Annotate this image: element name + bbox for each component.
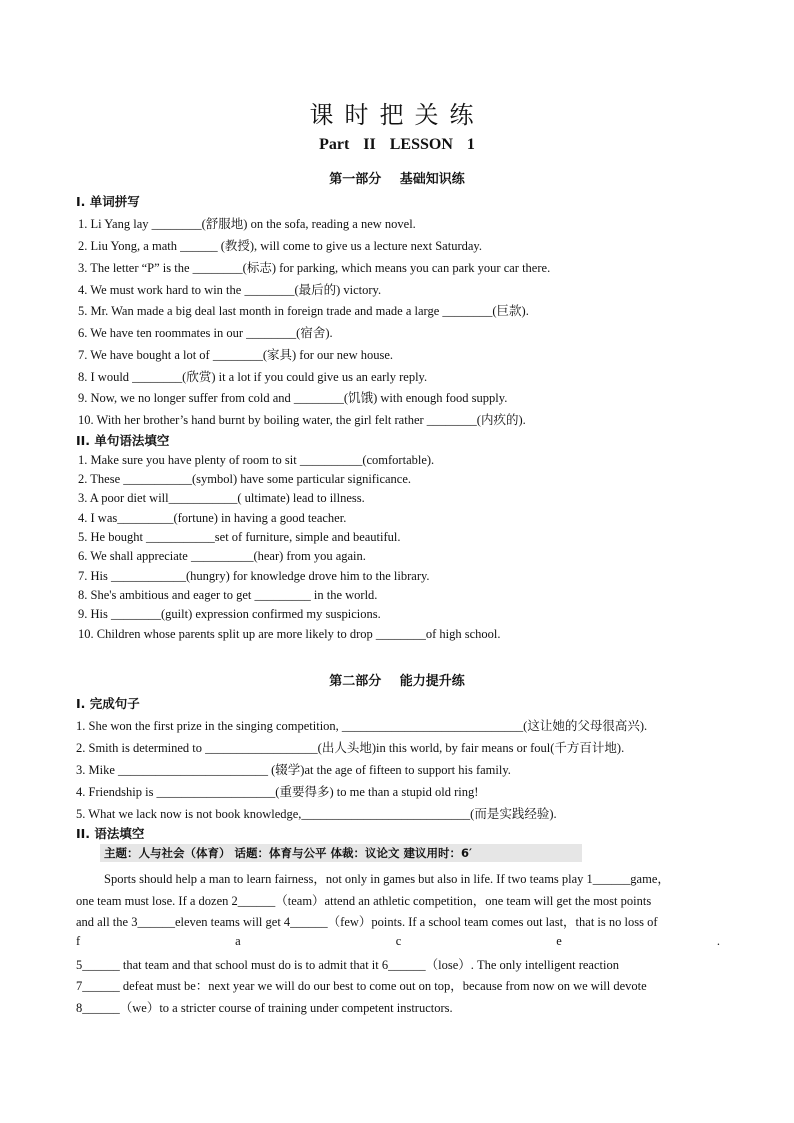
lesson-subtitle: Part II LESSON 1	[319, 136, 475, 153]
passage-line: 5______ that team and that school must do is to admit that it 6______（lose）. The only intelligent reaction	[76, 958, 619, 972]
passage-letter: c	[395, 934, 402, 948]
spelling-item: 10. With her brother’s hand burnt by boiling water, the girl felt rather ________(内疚的).	[78, 413, 526, 427]
topic-info-bar: 主题：人与社会（体育） 话题：体育与公平 体裁：议论文 建议用时：6′	[100, 844, 582, 862]
grammar-item: 5. He bought ___________set of furniture, simple and beautiful.	[78, 530, 401, 544]
spelling-item: 9. Now, we no longer suffer from cold and ________(饥饿) with enough food supply.	[78, 391, 508, 405]
passage-letter: f	[76, 934, 81, 948]
section-heading-passage-fill: II. 语法填空	[76, 826, 145, 841]
spelling-item: 1. Li Yang lay ________(舒服地) on the sofa, reading a new novel.	[78, 217, 416, 231]
spelling-item: 6. We have ten roommates in our ________(宿舍).	[78, 326, 333, 340]
grammar-item: 8. She's ambitious and eager to get _________ in the world.	[78, 588, 378, 602]
spelling-item: 8. I would ________(欣赏) it a lot if you could give us an early reply.	[78, 370, 428, 384]
passage-line: one team must lose. If a dozen 2______（team）attend an athletic competition，one team will get the most points	[76, 894, 652, 908]
grammar-item: 1. Make sure you have plenty of room to sit __________(comfortable).	[78, 453, 435, 467]
sentence-item: 1. She won the first prize in the singing competition, _____________________________(这让她的父母很高兴).	[76, 719, 648, 733]
passage-line: 7______ defeat must be：next year we will do our best to come out on top，because from now on we will devote	[76, 979, 647, 993]
sentence-item: 5. What we lack now is not book knowledge,___________________________(而是实践经验).	[76, 807, 557, 821]
page-title: 课时把关练	[309, 101, 485, 129]
section-heading-complete-sentences: I. 完成句子	[76, 696, 140, 711]
grammar-item: 7. His ____________(hungry) for knowledge drove him to the library.	[78, 569, 430, 583]
grammar-item: 6. We shall appreciate __________(hear) from you again.	[78, 549, 366, 563]
spelling-item: 2. Liu Yong, a math ______ (教授), will come to give us a lecture next Saturday.	[78, 239, 482, 253]
passage-letter: .	[716, 934, 720, 948]
spelling-item: 3. The letter “P” is the ________(标志) for parking, which means you can park your car there.	[78, 261, 551, 275]
grammar-item: 9. His ________(guilt) expression confirmed my suspicions.	[78, 607, 381, 621]
passage-letter: e	[556, 934, 562, 948]
grammar-item: 2. These ___________(symbol) have some particular significance.	[78, 472, 412, 486]
spelling-item: 5. Mr. Wan made a big deal last month in foreign trade and made a large ________(巨款).	[78, 304, 529, 318]
passage-line-spaced	[76, 934, 720, 949]
grammar-item: 10. Children whose parents split up are more likely to drop ________of high school.	[78, 627, 501, 641]
grammar-item: 3. A poor diet will___________( ultimate) lead to illness.	[78, 491, 365, 505]
sentence-item: 2. Smith is determined to __________________(出人头地)in this world, by fair means or foul(千方百计地).	[76, 741, 625, 755]
sentence-item: 3. Mike ________________________ (辍学)at the age of fifteen to support his family.	[76, 763, 511, 777]
passage-letter: a	[235, 934, 241, 948]
sentence-item: 4. Friendship is ___________________(重要得多) to me than a stupid old ring!	[76, 785, 479, 799]
passage-line: 8______（we）to a stricter course of training under competent instructors.	[76, 1001, 453, 1015]
passage-line: Sports should help a man to learn fairness，not only in games but also in life. If two teams play 1______game，	[104, 872, 670, 886]
passage-line: and all the 3______eleven teams will get 4______（few）points. If a school team comes out last，that is no loss of	[76, 915, 658, 929]
grammar-item: 4. I was_________(fortune) in having a good teacher.	[78, 511, 347, 525]
spelling-item: 7. We have bought a lot of ________(家具) for our new house.	[78, 348, 394, 362]
section-heading-spelling: I. 单词拼写	[76, 194, 140, 209]
part1-title: 第一部分 基础知识练	[329, 172, 465, 187]
part2-title: 第二部分 能力提升练	[329, 674, 465, 689]
section-heading-grammar-fill: II. 单句语法填空	[76, 433, 170, 448]
spelling-item: 4. We must work hard to win the ________(最后的) victory.	[78, 283, 382, 297]
